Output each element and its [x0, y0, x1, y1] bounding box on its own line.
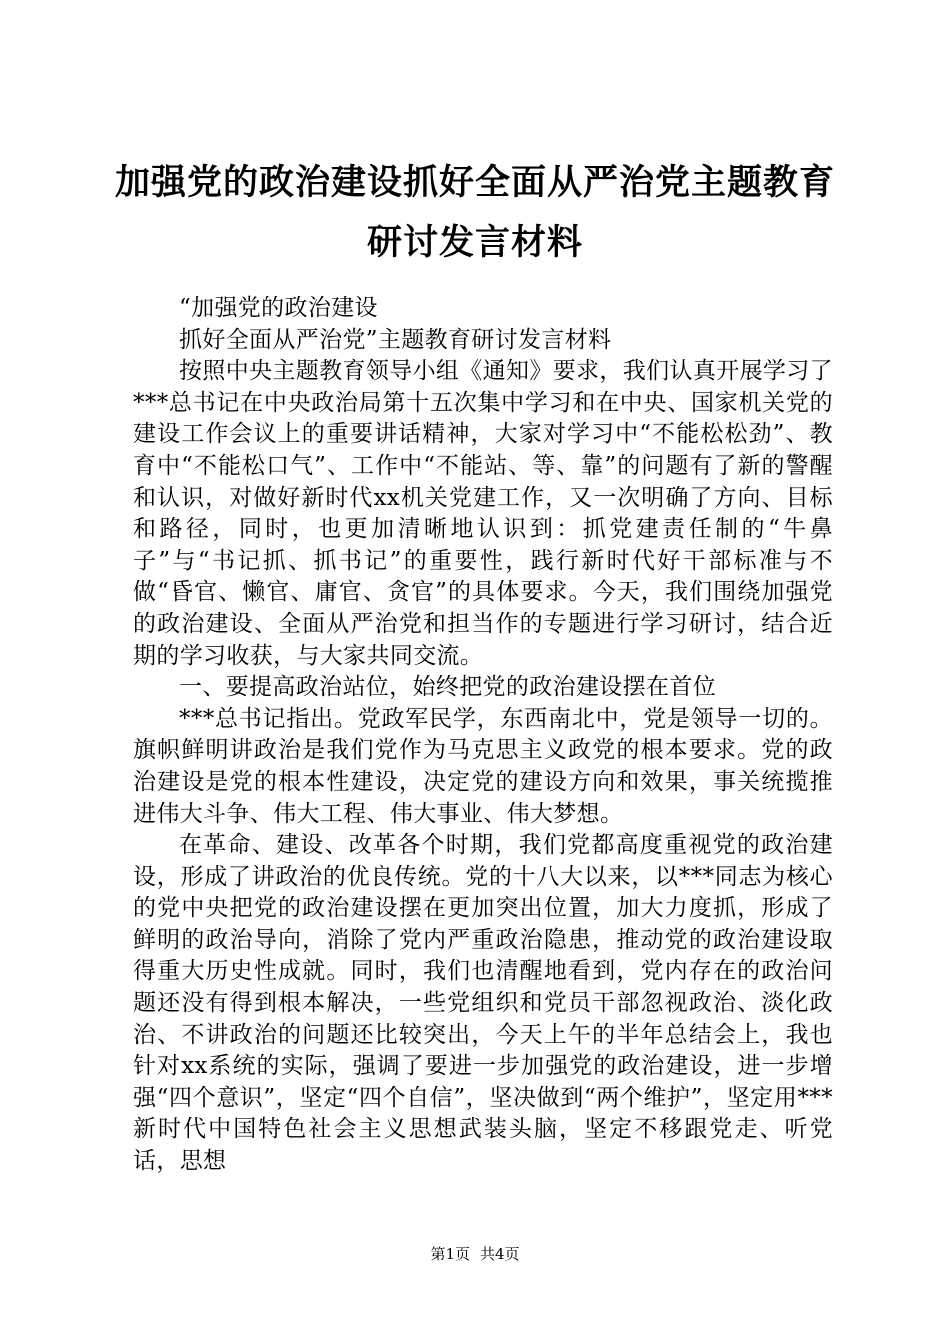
document-title-line-2: 研讨发言材料: [366, 222, 583, 263]
document-body: [133, 293, 833, 1178]
page-footer: [0, 1244, 950, 1264]
document-title-line-1: 加强党的政治建设抓好全面从严治党主题教育: [114, 162, 835, 203]
body-paragraph-heading-2: 抓好全面从严治党”主题教育研讨发言材料: [179, 326, 612, 353]
body-paragraph-intro: 按照中央主题教育领导小组《通知》要求，我们认真开展学习了***总书记在中央政治局第十五次集中学习和在中央、国家机关党的建设工作会议上的重要讲话精神，大家对学习中“不能松松劲”、教育中“不能松口气”、工作中“不能站、等、靠”的问题有了新的警醒和认识，对做好新时代xx机关党建工作，又一次明确了方向、目标和路径，同时，也更加清晰地认识到：抓党建责任制的“牛鼻子”与“书记抓、抓书记”的重要性，践行新时代好干部标准与不做“昏官、懒官、庸官、贪官”的具体要求。今天，我们围绕加强党的政治建设、全面从严治党和担当作的专题进行学习研讨，结合近期的学习收获，与大家共同交流。: [133, 358, 833, 669]
page-total: 共4页: [480, 1245, 520, 1263]
page-number: 第1页: [430, 1245, 470, 1263]
section-heading-1: 一、要提高政治站位，始终把党的政治建设摆在首位: [179, 674, 717, 701]
body-paragraph-heading-1: “加强党的政治建设: [179, 295, 378, 321]
body-paragraph-section-1-b: 在革命、建设、改革各个时期，我们党都高度重视党的政治建设，形成了讲政治的优良传统。党的十八大以来，以***同志为核心的党中央把党的政治建设摆在更加突出位置，加大力度抓，形成了鲜明的政治导向，消除了党内严重政治隐患，推动党的政治建设取得重大历史性成就。同时，我们也清醒地看到，党内存在的政治问题还没有得到根本解决，一些党组织和党员干部忽视政治、淡化政治、不讲政治的问题还比较突出，今天上午的半年总结会上，我也针对xx系统的实际，强调了要进一步加强党的政治建设，进一步增强“四个意识”，坚定“四个自信”，坚决做到“两个维护”，坚定用***新时代中国特色社会主义思想武装头脑，坚定不移跟党走、听党话，思想: [133, 832, 833, 1175]
body-paragraph-section-1-a: ***总书记指出。党政军民学，东西南北中，党是领导一切的。旗帜鲜明讲政治是我们党作为马克思主义政党的根本要求。党的政治建设是党的根本性建设，决定党的建设方向和效果，事关统揽推进伟大斗争、伟大工程、伟大事业、伟大梦想。: [133, 705, 833, 827]
